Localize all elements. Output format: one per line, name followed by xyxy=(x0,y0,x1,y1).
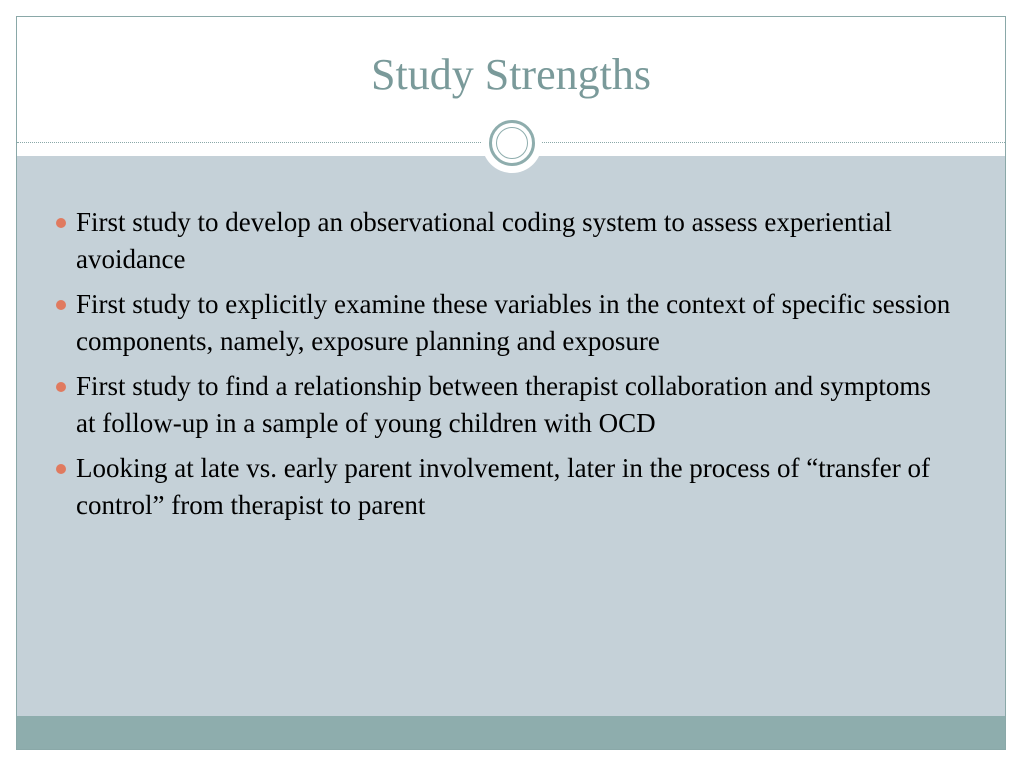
slide-title: Study Strengths xyxy=(371,50,651,99)
bullet-icon xyxy=(56,218,66,228)
bullet-text: First study to find a relationship between therapist collaboration and symptoms at follow-up in a sample of young children with OCD xyxy=(76,371,931,438)
bullet-icon xyxy=(56,464,66,474)
ornament-outer-ring xyxy=(489,120,535,166)
bullet-text: First study to develop an observational coding system to assess experiential avoidance xyxy=(76,207,892,274)
footer-bar xyxy=(17,716,1005,750)
bullet-icon xyxy=(56,300,66,310)
bullet-item xyxy=(56,204,956,278)
ornament-inner-ring xyxy=(496,127,528,159)
bullet-text: Looking at late vs. early parent involvement, later in the process of “transfer of control” from therapist to parent xyxy=(76,453,930,520)
bullet-text: First study to explicitly examine these variables in the context of specific session components, namely, exposure planning and exposure xyxy=(76,289,951,356)
bullet-list xyxy=(56,204,956,532)
bullet-item xyxy=(56,286,956,360)
bullet-icon xyxy=(56,382,66,392)
ring-ornament-icon xyxy=(482,113,542,173)
bullet-item xyxy=(56,450,956,524)
bullet-item xyxy=(56,368,956,442)
